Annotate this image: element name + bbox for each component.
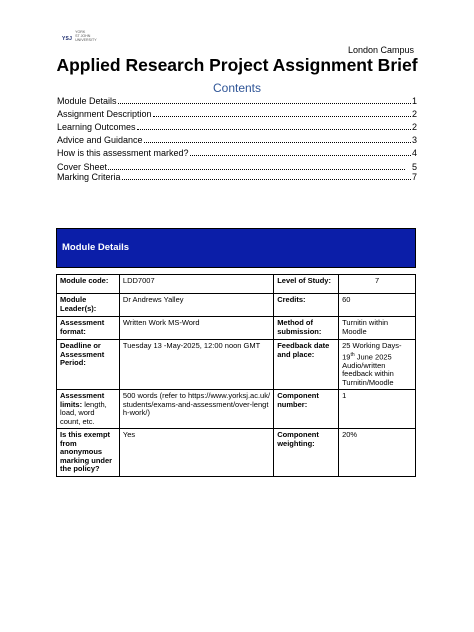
toc-item-label: Assignment Description — [57, 109, 152, 119]
feedback-text-1: 25 Working Days- 19 — [342, 341, 402, 361]
feedback-value — [339, 340, 416, 390]
toc-leader — [118, 97, 411, 104]
limits-value: 500 words (refer to https://www.yorksj.ac.uk/students/exams-and-assessment/over-length-work/) — [119, 390, 273, 429]
format-label: Assessment format: — [57, 317, 120, 340]
logo-line-3: UNIVERSITY — [75, 38, 97, 43]
weighting-value: 20% — [339, 429, 416, 477]
table-row — [57, 275, 416, 294]
toc-leader — [153, 110, 411, 117]
deadline-label: Deadline or Assessment Period: — [57, 340, 120, 390]
toc-item-page: 7 — [411, 172, 417, 182]
toc-item-label: Cover Sheet — [57, 162, 108, 172]
limits-cell — [57, 390, 120, 429]
module-details-table — [56, 228, 416, 477]
module-details-header-row — [57, 229, 416, 268]
toc-item-page: 1 — [411, 96, 417, 106]
toc-item-assignment-description[interactable] — [57, 109, 417, 119]
toc-item-cover-sheet[interactable] — [57, 162, 417, 172]
feedback-label: Feedback date and place: — [274, 340, 339, 390]
table-row — [57, 317, 416, 340]
table-row — [57, 429, 416, 477]
toc-item-label: Marking Criteria — [57, 172, 121, 182]
limits-label: Assessment limits: — [60, 391, 105, 409]
toc-item-how-marked[interactable] — [57, 148, 417, 158]
toc-item-learning-outcomes[interactable] — [57, 122, 417, 132]
contents-heading: Contents — [212, 81, 262, 95]
toc-item-page: 3 — [411, 135, 417, 145]
page-title: Applied Research Project Assignment Brief — [56, 55, 418, 75]
exempt-label: Is this exempt from anonymous marking under the policy? — [57, 429, 120, 477]
toc-item-label: Learning Outcomes — [57, 122, 136, 132]
toc-item-marking-criteria[interactable] — [57, 172, 417, 182]
spacer-row — [57, 268, 416, 275]
logo-mark: YSJ — [62, 36, 73, 42]
credits-value: 60 — [339, 294, 416, 317]
table-row — [57, 390, 416, 429]
logo-line-2: ST JOHN — [75, 34, 91, 39]
feedback-superscript: th — [350, 351, 355, 358]
toc-list — [57, 96, 417, 182]
toc-item-label: How is this assessment marked? — [57, 148, 189, 158]
toc-item-label: Advice and Guidance — [57, 135, 143, 145]
logo-text — [75, 30, 97, 43]
limits-sub: length, load, word count, etc. — [60, 399, 107, 426]
logo-line-1: YORK — [75, 30, 86, 34]
toc-leader — [190, 149, 411, 156]
submission-value: Turnitin within Moodle — [339, 317, 416, 340]
leader-value: Dr Andrews Yalley — [119, 294, 273, 317]
deadline-value: Tuesday 13 -May-2025, 12:00 noon GMT — [119, 340, 273, 390]
level-value: 7 — [339, 275, 416, 294]
module-details-heading: Module Details — [57, 229, 416, 268]
toc-leader — [144, 136, 411, 143]
table-row — [57, 340, 416, 390]
component-number-label: Component number: — [274, 390, 339, 429]
format-value: Written Work MS-Word — [119, 317, 273, 340]
module-code-label: Module code: — [57, 275, 120, 294]
leader-label: Module Leader(s): — [57, 294, 120, 317]
feedback-text-2: June 2025 Audio/written feedback within Turnitin/Moodle — [342, 352, 394, 387]
weighting-label: Component weighting: — [274, 429, 339, 477]
table-row — [57, 294, 416, 317]
toc-item-page: 2 — [411, 109, 417, 119]
toc-leader — [122, 173, 411, 180]
submission-label: Method of submission: — [274, 317, 339, 340]
exempt-value: Yes — [119, 429, 273, 477]
campus-label: London Campus — [347, 45, 414, 55]
toc-item-advice-guidance[interactable] — [57, 135, 417, 145]
credits-label: Credits: — [274, 294, 339, 317]
toc-leader — [108, 163, 405, 170]
toc-item-page: 2 — [411, 122, 417, 132]
toc-leader — [137, 123, 411, 130]
module-code-value: LDD7007 — [119, 275, 273, 294]
toc-item-label: Module Details — [57, 96, 117, 106]
toc-item-page: 5 — [411, 162, 417, 172]
toc-item-page: 4 — [411, 148, 417, 158]
toc-item-module-details[interactable] — [57, 96, 417, 106]
university-logo — [62, 30, 97, 43]
component-number-value: 1 — [339, 390, 416, 429]
level-label: Level of Study: — [274, 275, 339, 294]
